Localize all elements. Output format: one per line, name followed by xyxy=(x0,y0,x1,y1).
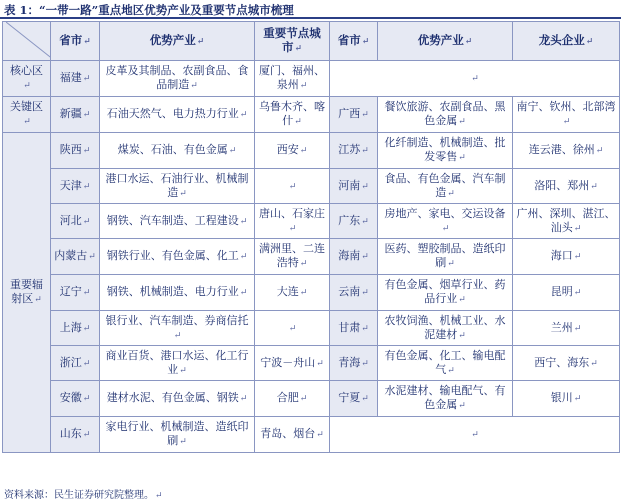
province-cell: 辽宁↵ xyxy=(51,275,100,311)
caption-divider xyxy=(0,17,621,19)
province-cell-2: 云南↵ xyxy=(330,275,378,311)
industry-cell-2: 农牧饲渔、机械工业、水泥建材↵ xyxy=(378,311,513,346)
header-row xyxy=(3,22,620,61)
province-cell: 陕西↵ xyxy=(51,133,100,169)
province-cell: 内蒙古↵ xyxy=(51,239,100,275)
node-city-cell: 唐山、石家庄↵ xyxy=(255,204,330,239)
industry-cell: 石油天然气、电力热力行业↵ xyxy=(100,97,255,133)
corner-cell xyxy=(3,22,51,61)
province-cell-2: 广西↵ xyxy=(330,97,378,133)
header-province: 省市↵ xyxy=(51,22,100,61)
table-row xyxy=(3,311,620,346)
header-node-city: 重要节点城市↵ xyxy=(255,22,330,61)
industry-cell-2: 餐饮旅游、农副食品、黑色金属↵ xyxy=(378,97,513,133)
table-row xyxy=(3,417,620,453)
leader-cell: 兰州↵ xyxy=(513,311,620,346)
header-industry-2: 优势产业↵ xyxy=(378,22,513,61)
node-city-cell: 西安↵ xyxy=(255,133,330,169)
leader-cell: 南宁、钦州、北部湾↵ xyxy=(513,97,620,133)
node-city-cell: ↵ xyxy=(255,169,330,204)
industry-cell-2: 房地产、家电、交运设备↵ xyxy=(378,204,513,239)
province-cell: 天津↵ xyxy=(51,169,100,204)
node-city-cell: 宁波－舟山↵ xyxy=(255,346,330,381)
industry-cell: 港口水运、石油行业、机械制造↵ xyxy=(100,169,255,204)
leader-cell: 洛阳、郑州↵ xyxy=(513,169,620,204)
industry-cell: 钢铁、机械制造、电力行业↵ xyxy=(100,275,255,311)
table-row xyxy=(3,169,620,204)
province-cell-2: 河南↵ xyxy=(330,169,378,204)
industry-cell: 钢铁行业、有色金属、化工↵ xyxy=(100,239,255,275)
leader-cell: 海口↵ xyxy=(513,239,620,275)
industry-cell-2: 有色金属、化工、输电配气↵ xyxy=(378,346,513,381)
source-note: 资料来源：民生证券研究院整理。↵ xyxy=(4,490,163,501)
table-row xyxy=(3,346,620,381)
table-row xyxy=(3,239,620,275)
node-city-cell: 青岛、烟台↵ xyxy=(255,417,330,453)
industry-cell: 钢铁、汽车制造、工程建设↵ xyxy=(100,204,255,239)
leader-cell: 银川↵ xyxy=(513,381,620,417)
province-cell: 新疆↵ xyxy=(51,97,100,133)
leader-cell: 西宁、海东↵ xyxy=(513,346,620,381)
province-cell: 浙江↵ xyxy=(51,346,100,381)
empty-merged-cell: ↵ xyxy=(330,417,620,453)
node-city-cell: 满洲里、二连浩特↵ xyxy=(255,239,330,275)
province-cell: 山东↵ xyxy=(51,417,100,453)
industry-cell: 商业百货、港口水运、化工行业↵ xyxy=(100,346,255,381)
table-row xyxy=(3,61,620,97)
industry-cell: 皮革及其制品、农副食品、食品制造↵ xyxy=(100,61,255,97)
province-cell: 河北↵ xyxy=(51,204,100,239)
node-city-cell: 合肥↵ xyxy=(255,381,330,417)
industry-cell: 煤炭、石油、有色金属↵ xyxy=(100,133,255,169)
node-city-cell: 厦门、福州、泉州↵ xyxy=(255,61,330,97)
header-leader: 龙头企业↵ xyxy=(513,22,620,61)
region-key: 关键区↵ xyxy=(3,97,51,133)
leader-cell: 广州、深圳、湛江、汕头↵ xyxy=(513,204,620,239)
table-row xyxy=(3,381,620,417)
industry-cell-2: 有色金属、烟草行业、药品行业↵ xyxy=(378,275,513,311)
leader-cell: 昆明↵ xyxy=(513,275,620,311)
industry-cell-2: 食品、有色金属、汽车制造↵ xyxy=(378,169,513,204)
industry-cell-2: 化纤制造、机械制造、批发零售↵ xyxy=(378,133,513,169)
table-row xyxy=(3,97,620,133)
province-cell-2: 青海↵ xyxy=(330,346,378,381)
header-industry: 优势产业↵ xyxy=(100,22,255,61)
province-cell: 上海↵ xyxy=(51,311,100,346)
industry-cell-2: 水泥建材、输电配气、有色金属↵ xyxy=(378,381,513,417)
empty-merged-cell: ↵ xyxy=(330,61,620,97)
province-cell-2: 海南↵ xyxy=(330,239,378,275)
table-row xyxy=(3,204,620,239)
industry-cell-2: 医药、塑胶制品、造纸印刷↵ xyxy=(378,239,513,275)
province-cell-2: 江苏↵ xyxy=(330,133,378,169)
node-city-cell: ↵ xyxy=(255,311,330,346)
table-caption: 表 1：“一带一路”重点地区优势产业及重要节点城市梳理 xyxy=(4,3,294,17)
node-city-cell: 乌鲁木齐、喀什↵ xyxy=(255,97,330,133)
header-province-2: 省市↵ xyxy=(330,22,378,61)
leader-cell: 连云港、徐州↵ xyxy=(513,133,620,169)
industry-cell: 家电行业、机械制造、造纸印刷↵ xyxy=(100,417,255,453)
province-cell: 安徽↵ xyxy=(51,381,100,417)
industry-table xyxy=(2,21,620,453)
industry-cell: 建材水泥、有色金属、钢铁↵ xyxy=(100,381,255,417)
diagonal-divider xyxy=(6,22,51,60)
region-core: 核心区↵ xyxy=(3,61,51,97)
province-cell-2: 广东↵ xyxy=(330,204,378,239)
region-radiation: 重要辐射区↵ xyxy=(3,133,51,453)
table-row xyxy=(3,275,620,311)
province-cell-2: 宁夏↵ xyxy=(330,381,378,417)
node-city-cell: 大连↵ xyxy=(255,275,330,311)
industry-cell: 银行业、汽车制造、券商信托↵ xyxy=(100,311,255,346)
province-cell-2: 甘肃↵ xyxy=(330,311,378,346)
table-row xyxy=(3,133,620,169)
province-cell: 福建↵ xyxy=(51,61,100,97)
